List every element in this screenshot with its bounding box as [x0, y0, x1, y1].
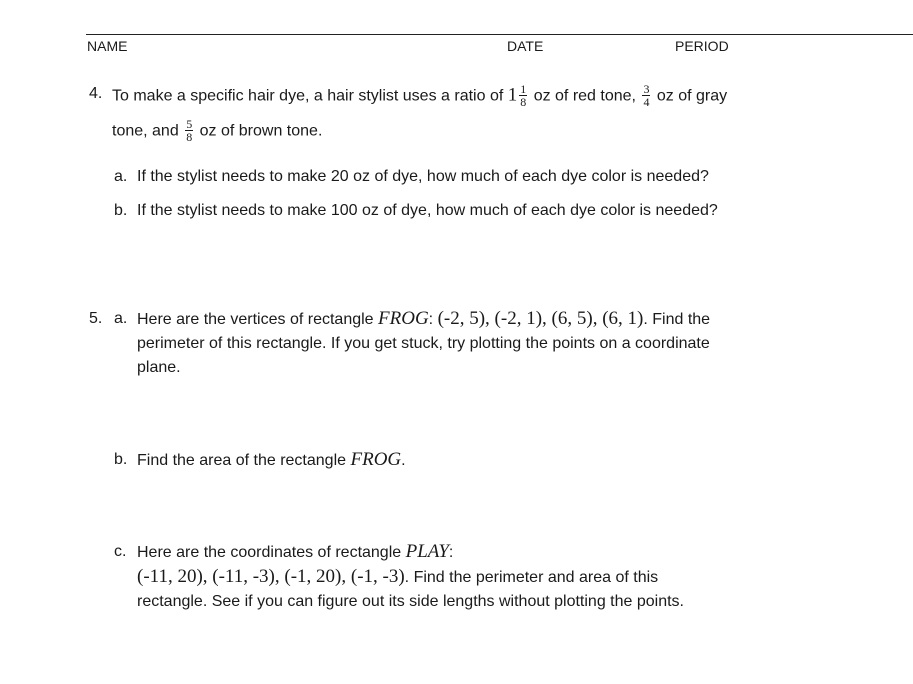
- brown-fraction: $\frac{5}{8}$: [186, 117, 193, 144]
- period-label: PERIOD: [675, 38, 729, 54]
- q5c-line3: rectangle. See if you can figure out its side lengths without plotting the points.: [137, 593, 684, 610]
- q5a-line2: perimeter of this rectangle. If you get stuck, try plotting the points on a coordinate: [137, 335, 710, 352]
- q4-intro-text-d: tone, and: [112, 122, 179, 140]
- q5a-text1: Here are the vertices of rectangle: [137, 311, 374, 328]
- q5a-line1: [137, 309, 710, 330]
- red-whole: 1: [507, 84, 518, 106]
- q4b-label: b.: [114, 202, 128, 219]
- q5a-label: a.: [114, 310, 128, 327]
- q5c-text1: Here are the coordinates of rectangle: [137, 544, 402, 561]
- q5c-text2: . Find the perimeter and area of this: [404, 569, 659, 586]
- name-label: NAME: [87, 38, 128, 54]
- frog-name: FROG: [378, 308, 429, 329]
- q5c-line1: [137, 542, 453, 563]
- q4b-text: If the stylist needs to make 100 oz of dye, how much of each dye color is needed?: [137, 202, 718, 219]
- play-coords: (-11, 20), (-11, -3), (-1, 20), (-1, -3): [137, 566, 405, 587]
- q4a-label: a.: [114, 168, 128, 185]
- q5a-line3: plane.: [137, 359, 181, 376]
- q4a-text: If the stylist needs to make 20 oz of dye, how much of each dye color is needed?: [137, 168, 709, 185]
- q4-intro-line2: [112, 119, 322, 144]
- q5b-line1: [137, 450, 406, 471]
- q5b-label: b.: [114, 451, 128, 468]
- play-name: PLAY: [405, 541, 449, 562]
- q4-intro-text-a: To make a specific hair dye, a hair stylist uses a ratio of: [112, 87, 504, 105]
- gray-fraction: $\frac{3}{4}$: [643, 82, 650, 109]
- q4-number: 4.: [89, 85, 103, 102]
- q5-number: 5.: [89, 310, 103, 327]
- q4-intro-text-c: oz of gray: [656, 87, 728, 105]
- q5c-line2: [137, 567, 658, 588]
- frog-coords: (-2, 5), (-2, 1), (6, 5), (6, 1): [437, 308, 644, 329]
- red-fraction: $\frac{1}{8}$: [520, 82, 527, 109]
- q5b-end: .: [401, 452, 406, 469]
- q4-intro-text-b: oz of red tone,: [533, 87, 636, 105]
- q4-intro-text-e: oz of brown tone.: [199, 122, 323, 140]
- q5b-text1: Find the area of the rectangle: [137, 452, 347, 469]
- q5c-label: c.: [114, 543, 127, 560]
- header-rule: [86, 34, 913, 35]
- q4-intro-line1: [112, 84, 727, 109]
- q5a-colon: :: [428, 311, 434, 328]
- q5a-text2: . Find the: [643, 311, 711, 328]
- date-label: DATE: [507, 38, 544, 54]
- frog-name-b: FROG: [350, 449, 402, 470]
- q5c-colon: :: [448, 544, 454, 561]
